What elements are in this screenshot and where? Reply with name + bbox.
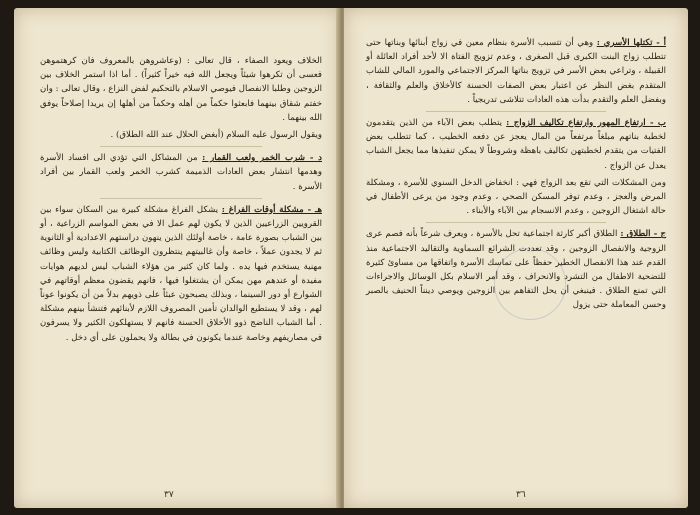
paragraph-text: من المشاكل التي تؤدي الى افساد الأسرة وهدمها انتشار بعض العادات الذميمة كشرب الخمر ولعب القمار بين أفراد الأسرة . xyxy=(40,153,322,192)
section-heading: هـ - مشكلة أوقات الفراغ : xyxy=(221,204,322,215)
divider xyxy=(426,111,606,112)
page-number: ٣٧ xyxy=(164,490,174,500)
section-heading: ج - الطلاق : xyxy=(620,229,666,240)
page-number: ٣٦ xyxy=(516,490,526,500)
paragraph-text: ويقول الرسول عليه السلام (أبغض الحلال عند الله الطلاق) . xyxy=(110,130,322,141)
section-heading: د - شرب الخمر ولعب القمار : xyxy=(202,153,322,164)
divider xyxy=(426,222,606,223)
paragraph-text: وهي أن تتسبب الأسرة بنظام معين في زواج أبنائها وبناتها حتى تتطلب زواج البنت الكبرى قبل الصغرى ، وعدم تزويج الفتاة الا لأحد أفراد العائلة أو القبيلة ، وتراعي بعض الأسر في تزويج بناتها المركز الاجتماعي والمورد المالي للشاب المتقدم بغض النظر عن اعتبار بعض الصفات الحسنة كالأخلاق والعلم والثقافة ، وبفضل العلم والتقدم بدأت هذه العادات تتلاشى تدريجياً . xyxy=(366,38,666,105)
paragraph xyxy=(366,176,666,219)
section-heading: ب - ارتفاع المهور وارتفاع تكاليف الزواج : xyxy=(506,118,666,129)
paragraph xyxy=(366,227,666,312)
left-page xyxy=(14,8,340,508)
left-page-text xyxy=(40,54,322,348)
paragraph-text: يشكل الفراغ مشكلة كبيرة بين السكان سواء بين القرويين الزراعيين الذين لا يكون لهم عمل الا في بعض المواسم الزراعية ، أو بين الشباب بصورة عامة ، خاصة أولئك الذين ينهون دراستهم الاعدادية أو الثانوية ثم لا يجدون عملاً ، خاصة وأن غالبيتهم ينتظرون الوظائف الكتابية وليس وظائف مهنية يستخدم فيها يده . ولما كان كثير من هؤلاء الشباب ليس لديهم هوايات مفيدة أو عندهم مهن يمكن أن يشتغلوا فيها ، فانهم يقضون معظم أوقاتهم في الشوارع أو دور السينما ، وبذلك يصبحون عبئاً على ذويهم بدلاً من أن يكونوا عوناً لهم ، وقد لا يستطيع الوالدان تأمين المصروف اللازم لأبنائهم فتنشأ بينهم مشكلة . أما الشباب الناضج ذوو الأخلاق الحسنة فانهم لا يستهلكون الكثير ولا يسرفون في مصاريفهم وخاصة عندما يكونون في بطالة ولا يحملون على أي دخل . xyxy=(40,204,322,343)
paragraph xyxy=(366,116,666,173)
right-page-text xyxy=(366,36,666,316)
paragraph xyxy=(366,36,666,107)
paragraph xyxy=(40,203,322,345)
right-page xyxy=(344,8,688,508)
paragraph-text: الطلاق أكبر كارثة اجتماعية تحل بالأسرة ، ويعرف شرعاً بأنه فصم عرى الزوجية والانفصال الزوجين ، وقد تعددت الشرائع السماوية والتقاليد الاجتماعية منذ القدم عند هذا الانفصال الخطير حفظاً على تماسك الأسرة واتفاقها من مساوئ كثيرة للتضحية الاطفال من التشرد والانحراف ، وقد أمر الاسلام بكل الوسائل والاجراءات التي تمنع الطلاق . فينبغي أن يحل التفاهم بين الزوجين ويوصي دينناً الحنيف بالصبر وحسن المعاملة حتى يزول xyxy=(366,229,666,311)
paragraph-text: يتطلب بعض الآباء من الذين يتقدمون لخطبة بناتهم مبلغاً مرتفعاً من المال يعجز عن دفعه الخطيب ، كما تتطلب بعض الفتيات من يتقدم لخطبتهن تكاليف باهظة وشروطاً لا يمكن تنفيذها مما يجعل الشباب يعدل عن الزواج . xyxy=(366,118,666,171)
divider xyxy=(100,198,262,199)
paragraph xyxy=(40,128,322,142)
paragraph-text: ومن المشكلات التي تقع بعد الزواج فهي : انخفاض الدخل السنوي للأسرة ، ومشكلة المرض والعجز ، وعدم توفر المسكن الصحي ، وعدم وجود من يرعى الأطفال في حالة اشتغال الزوجين ، وعدم الانسجام بين الآباء والأبناء . xyxy=(366,177,666,217)
paragraph xyxy=(40,151,322,194)
paragraph xyxy=(40,54,322,125)
paragraph-text: الخلاف ويعود الصفاء ، قال تعالى : (وعاشروهن بالمعروف فان كرهتموهن فعسى أن تكرهوا شيئاً ويجعل الله فيه خيراً كثيراً) . أما اذا استمر الخلاف بين الزوجين وطلبا الانفصال فيوصي الاسلام بالتحكيم لفض النزاع ، وقال تعالى : وان خفتم شقاق بينهما فابعثوا حكماً من أهله وحكماً من أهلها إن يريدا إصلاحاً يوفق الله بينهما . xyxy=(40,56,322,123)
divider xyxy=(100,146,262,147)
section-heading: أ - تكتلها الأسري : xyxy=(596,38,666,48)
